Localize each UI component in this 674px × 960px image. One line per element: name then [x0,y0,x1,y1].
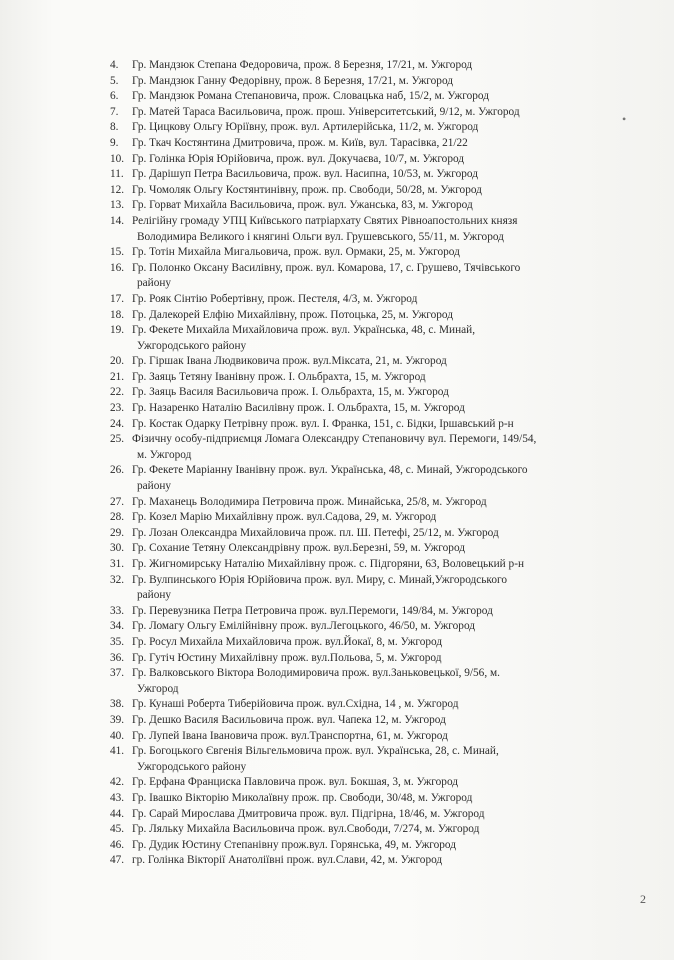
list-item [110,635,655,651]
item-text: Гр. Далекорей Елфію Михайлівну, прож. Потоцька, 25, м. Ужгород [132,308,453,321]
item-number: 7. [110,105,119,118]
list-item [110,385,655,401]
item-text: Гр. Заяць Василя Васильовича прож. І. Ольбрахта, 15, м. Ужгород [132,386,449,399]
item-text: Гр. Чомоляк Ольгу Костянтинівну, прож. пр. Свободи, 50/28, м. Ужгород [132,183,482,196]
item-text: Гр. Козел Марію Михайлівну прож. вул.Садова, 29, м. Ужгород [132,511,437,524]
item-number: 13. [110,199,125,212]
item-text: Гр. Ляльку Михайла Васильовича прож. вул.Свободи, 7/274, м. Ужгород [132,823,480,836]
item-text: Гр. Тотін Михайла Мигальовича, прож. вул. Ормаки, 25, м. Ужгород [132,246,460,259]
list-item [110,744,655,775]
item-text: Гр. Мандзюк Степана Федоровича, прож. 8 Березня, 17/21, м. Ужгород [132,59,473,71]
item-number: 26. [110,464,125,477]
item-text: Гр. Мандзюк Романа Степановича, прож. Словацька наб, 15/2, м. Ужгород [132,90,489,103]
name-list [110,58,655,869]
item-number: 23. [110,402,125,415]
item-number: 15. [110,246,125,259]
item-text: Гр. Мандзюк Ганну Федорівну, прож. 8 Березня, 17/21, м. Ужгород [132,74,454,87]
item-number: 18. [110,308,125,321]
item-text: Гр. Дарішуп Петра Васильовича, прож. вул. Насипна, 10/53, м. Ужгород [132,168,478,181]
item-number: 11. [110,168,124,181]
list-item [110,775,655,791]
list-item [110,495,655,511]
list-item [110,557,655,573]
list-item [110,89,655,105]
list-item [110,417,655,433]
item-text: Гр. Ткач Костянтина Дмитровича, прож. м. Київ, вул. Тарасівка, 21/22 [132,136,468,149]
item-text-continuation: м. Ужгород [137,448,192,461]
item-number: 31. [110,558,125,570]
item-text: Гр. Маханець Володимира Петровича прож. Минайська, 25/8, м. Ужгород [132,495,487,508]
item-number: 27. [110,495,125,508]
item-text-continuation: Ужгород [137,682,179,695]
item-number: 33. [110,604,125,617]
item-text: Гр. Сохание Тетяну Олександрівну прож. вул.Березні, 59, м. Ужгород [132,542,466,555]
item-number: 5. [110,74,119,87]
item-number: 32. [110,573,125,586]
list-item [110,354,655,370]
item-text: гр. Голінка Вікторії Анатоліївні прож. вул.Слави, 42, м. Ужгород [132,854,443,867]
list-item [110,791,655,807]
item-number: 4. [110,59,119,71]
list-item [110,604,655,620]
item-text: Гр. Костак Одарку Петрівну прож. вул. І. Франка, 151, с. Бідки, Іршавський р-н [132,417,514,430]
item-number: 25. [110,433,125,446]
item-text: Гр. Гіршак Івана Людвиковича прож. вул.Міксата, 21, м. Ужгород [132,355,447,368]
list-item [110,651,655,667]
list-item [110,822,655,838]
list-item [110,510,655,526]
list-item [110,74,655,90]
list-item [110,713,655,729]
item-text: Гр. Богоцького Євгенія Вільгельмовича прож. вул. Українська, 28, с. Минай, [132,745,499,758]
item-number: 20. [110,355,125,368]
list-item [110,120,655,136]
item-number: 8. [110,121,119,134]
item-text: Гр. Фекете Маріанну Іванівну прож. вул. Українська, 48, с. Минай, Ужгородського [132,464,528,477]
item-number: 22. [110,386,125,399]
item-number: 9. [110,136,119,149]
list-item [110,167,655,183]
item-text-continuation: Ужгородського району [137,339,247,352]
list-item [110,183,655,199]
item-number: 40. [110,729,125,742]
list-item [110,323,655,354]
list-item [110,729,655,745]
list-item [110,666,655,697]
list-item [110,838,655,854]
list-item [110,853,655,869]
item-number: 24. [110,417,125,430]
item-text: Гр. Гутіч Юстину Михайлівну прож. вул.Польова, 5, м. Ужгород [132,651,442,664]
scan-mark: • [622,112,627,126]
item-text: Гр. Перевузника Петра Петровича прож. вул.Перемоги, 149/84, м. Ужгород [132,604,493,617]
list-item [110,370,655,386]
item-number: 28. [110,511,125,524]
item-number: 6. [110,90,119,103]
item-text: Гр. Жигномирську Наталію Михайлівну прож. с. Підгоряни, 63, Воловецький р-н [132,558,525,570]
item-number: 17. [110,292,125,305]
item-text: Гр. Заяць Тетяну Іванівну прож. І. Ольбрахта, 15, м. Ужгород [132,370,426,383]
item-number: 42. [110,776,125,789]
list-item [110,105,655,121]
list-item [110,526,655,542]
item-number: 34. [110,620,125,633]
item-text-continuation: району [137,480,172,493]
list-item [110,245,655,261]
list-item [110,807,655,823]
list-item [110,198,655,214]
item-number: 37. [110,667,125,680]
item-number: 16. [110,261,125,274]
item-number: 41. [110,745,125,758]
item-text: Гр. Рояк Сінтію Робертівну, прож. Пестеля, 4/3, м. Ужгород [132,292,418,305]
item-text: Гр. Матей Тараса Васильовича, прож. прош. Університетський, 9/12, м. Ужгород [132,105,520,118]
item-text: Релігійну громаду УПЦ Київського патріархату Святих Рівноапостольних князя [132,214,518,227]
item-text: Гр. Ерфана Франциска Павловича прож. вул. Бокшая, 3, м. Ужгород [132,776,459,789]
item-number: 21. [110,370,125,383]
item-text: Гр. Росул Михайла Михайловича прож. вул.Йокаї, 8, м. Ужгород [132,635,443,648]
item-number: 12. [110,183,125,196]
item-text: Гр. Назаренко Наталію Василівну прож. І. Ольбрахта, 15, м. Ужгород [132,402,465,415]
item-text: Гр. Кунаші Роберта Тиберійовича прож. вул.Східна, 14 , м. Ужгород [132,698,459,711]
list-item [110,463,655,494]
item-text: Гр. Вулпинського Юрія Юрійовича прож. вул. Миру, с. Минай,Ужгородського [132,573,507,586]
item-number: 46. [110,838,125,851]
item-text-continuation: району [137,277,172,290]
list-item [110,697,655,713]
item-text-continuation: Володимира Великого і княгині Ольги вул. Грушевського, 55/11, м. Ужгород [137,230,504,243]
list-item [110,214,655,245]
item-text: Гр. Сарай Мирослава Дмитровича прож. вул. Підгірна, 18/46, м. Ужгород [132,807,485,820]
item-text: Гр. Горват Михайла Васильовича, прож. вул. Ужанська, 83, м. Ужгород [132,199,473,212]
item-text: Гр. Лупей Івана Івановича прож. вул.Транспортна, 61, м. Ужгород [132,729,448,742]
list-item [110,152,655,168]
list-item [110,58,655,74]
list-item [110,541,655,557]
item-number: 14. [110,214,125,227]
item-text-continuation: Ужгородського району [137,760,247,773]
item-number: 30. [110,542,125,555]
item-text: Гр. Дешко Василя Васильовича прож. вул. Чапека 12, м. Ужгород [132,713,446,726]
item-number: 45. [110,823,125,836]
page-number: 2 [640,892,646,906]
item-number: 35. [110,635,125,648]
list-item [110,432,655,463]
list-item [110,573,655,604]
item-text: Гр. Ломагу Ольгу Емілійнівну прож. вул.Легоцького, 46/50, м. Ужгород [132,620,476,633]
item-number: 47. [110,854,125,867]
item-text: Фізичну особу-підприємця Ломага Олександру Степановичу вул. Перемоги, 149/54, [132,433,537,446]
item-text: Гр. Івашко Вікторію Миколаївну прож. пр. Свободи, 30/48, м. Ужгород [132,791,473,804]
item-number: 38. [110,698,125,711]
list-item [110,308,655,324]
list-item [110,261,655,292]
item-text: Гр. Лозан Олександра Михайловича прож. пл. Ш. Петефі, 25/12, м. Ужгород [132,526,499,539]
item-number: 19. [110,324,125,337]
item-number: 43. [110,791,125,804]
item-text: Гр. Дудик Юстину Степанівну прож.вул. Горянська, 49, м. Ужгород [132,838,456,851]
item-number: 10. [110,152,125,165]
item-text: Гр. Фекете Михайла Михайловича прож. вул. Українська, 48, с. Минай, [132,324,476,337]
item-text: Гр. Цицкову Ольгу Юріївну, прож. вул. Артилерійська, 11/2, м. Ужгород [132,121,479,134]
item-number: 44. [110,807,125,820]
item-number: 39. [110,713,125,726]
list-item [110,136,655,152]
item-number: 36. [110,651,125,664]
item-number: 29. [110,526,125,539]
list-item [110,401,655,417]
list-item [110,619,655,635]
list-item [110,292,655,308]
item-text: Гр. Валковського Віктора Володимировича прож. вул.Заньковецької, 9/56, м. [132,667,500,680]
item-text: Гр. Полонко Оксану Василівну, прож. вул. Комарова, 17, с. Грушево, Тячівського [132,261,521,274]
item-text-continuation: району [137,589,172,602]
item-text: Гр. Голінка Юрія Юрійовича, прож. вул. Докучаєва, 10/7, м. Ужгород [132,152,465,165]
